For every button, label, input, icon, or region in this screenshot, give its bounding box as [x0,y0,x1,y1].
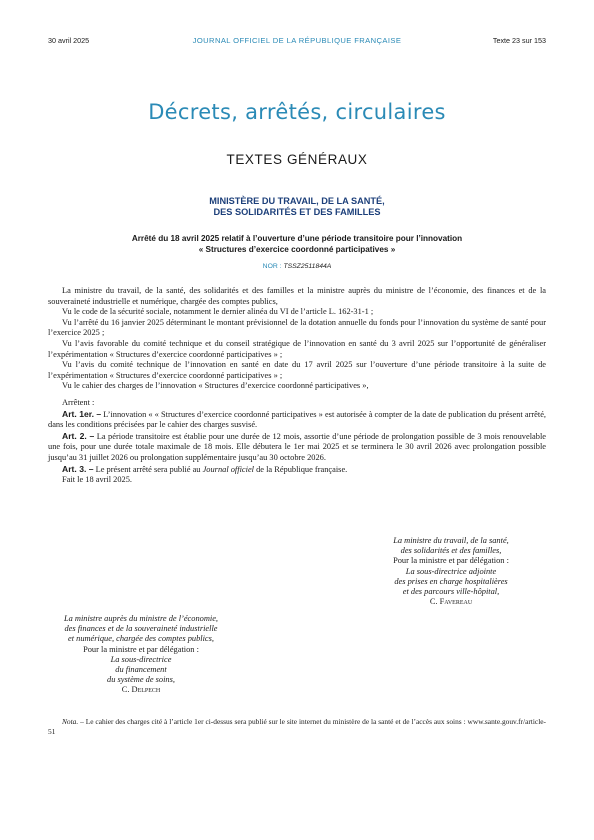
article-3-text-b: de la République française. [254,464,348,474]
sig-left-line-7: du système de soins, [107,675,175,685]
visa-5: Vu le cahier des charges de l’innovation « Structures d’exercice coordonné participatives », [62,381,369,391]
article-3-text-a: Le présent arrêté sera publié au [93,464,203,474]
nor-code: TSSZ2511844A [283,263,332,270]
article-1 [48,409,546,431]
article-3 [48,464,546,476]
sig-left-line-3: et numérique, chargée des comptes publics, [68,634,214,644]
sig-left-line-2: des finances et de la souveraineté industrielle [64,624,218,634]
sig-right-line-3: Pour la ministre et par délégation : [393,556,509,566]
document-body [48,286,546,486]
header-journal-name: JOURNAL OFFICIEL DE LA RÉPUBLIQUE FRANÇAISE [192,36,402,45]
nota-label: Nota. [62,717,79,726]
visa-3: Vu l’avis favorable du comité technique et du conseil stratégique de l’innovation en santé du 3 avril 2025 sur l’opportunité de généraliser l’expérimentation « Structures d’exercice coordonné participatives » ; [48,338,546,359]
article-2 [48,431,546,464]
sig-right-line-6: et des parcours ville-hôpital, [402,587,500,597]
article-1-label: Art. 1er. – [62,408,102,419]
visa-4: Vu l’avis du comité technique de l’innovation en santé en date du 17 avril 2025 sur l’ouverture d’une période transitoire à la suite de l’expérimentation « Structures d’exercice coordonné participatives » ; [48,360,546,380]
section-title: TEXTES GÉNÉRAUX [226,152,368,167]
sig-left-name: C. Delpech [121,685,161,695]
nota-paragraph [48,717,546,736]
arrete-title [60,234,534,255]
sig-right-line-4: La sous-directrice adjointe [405,566,497,576]
nota-text: – Le cahier des charges cité à l’article 1er ci-dessus sera publié sur le site internet du ministère de la santé et de l’accès aux soins : www.sante.gouv.fr/article-51 [48,717,546,736]
arretent-line: Arrêtent : [62,397,95,407]
signature-block-left [46,614,236,696]
article-2-label: Art. 2. – [62,430,95,441]
visa-1: Vu le code de la sécurité sociale, notamment le dernier alinéa du VI de l’article L. 162-31-1 ; [62,307,374,317]
sig-left-line-6: du financement [115,665,167,675]
nor-label: NOR : [262,263,284,270]
page-title: Décrets, arrêtés, circulaires [148,100,446,124]
sig-left-line-5: La sous-directrice [110,654,172,664]
ministry-heading [0,196,594,218]
fait-le-line: Fait le 18 avril 2025. [62,475,133,485]
arrete-title-line-2: « Structures d’exercice coordonné participatives » [198,244,396,254]
sig-right-line-2: des solidarités et des familles, [400,546,502,556]
sig-right-name: C. Favereau [429,597,473,607]
header-date: 30 avril 2025 [48,36,90,45]
sig-right-line-5: des prises en charge hospitalières [394,576,508,586]
header-texte-number: Texte 23 sur 153 [492,36,546,45]
article-2-text: La période transitoire est établie pour une durée de 12 mois, assortie d’une période de prolongation possible de 3 mois renouvelable une fois, pour une durée totale maximale de 18 mois. Elle débutera le 1er mai 2025 et se terminera le 30 avril 2026 avec prolongation possible jusqu’au 31 juillet 2026 ou prolongation supplémentaire jusqu’au 30 octobre 2026. [48,431,546,462]
article-3-journal-officiel: Journal officiel [202,464,254,474]
signature-block-right [356,536,546,607]
nor-reference [0,263,594,270]
sig-right-line-1: La ministre du travail, de la santé, [393,536,509,545]
intro-paragraph: La ministre du travail, de la santé, des solidarités et des familles et la ministre auprès du ministre de l’économie, des finances et de la souveraineté industrielle et numérique, chargée des comptes publics, [48,286,546,306]
ministry-line-2: DES SOLIDARITÉS ET DES FAMILLES [213,207,381,217]
sig-left-line-4: Pour la ministre et par délégation : [83,644,199,654]
page-header [48,36,546,48]
article-3-label: Art. 3. – [62,463,94,474]
ministry-line-1: MINISTÈRE DU TRAVAIL, DE LA SANTÉ, [209,196,385,206]
article-1-text: L’innovation « « Structures d’exercice coordonné participatives » est autorisée à compter de la date de publication du présent arrêté, dans les conditions précisées par le cahier des charges susvisé. [48,409,547,430]
visa-2: Vu l’arrêté du 16 janvier 2025 déterminant le montant prévisionnel de la dotation annuelle du fonds pour l’innovation du système de santé pour l’exercice 2025 ; [48,317,546,338]
sig-left-line-1: La ministre auprès du ministre de l’économie, [63,614,219,623]
arrete-title-line-1: Arrêté du 18 avril 2025 relatif à l’ouverture d’une période transitoire pour l’innovation [131,234,463,243]
